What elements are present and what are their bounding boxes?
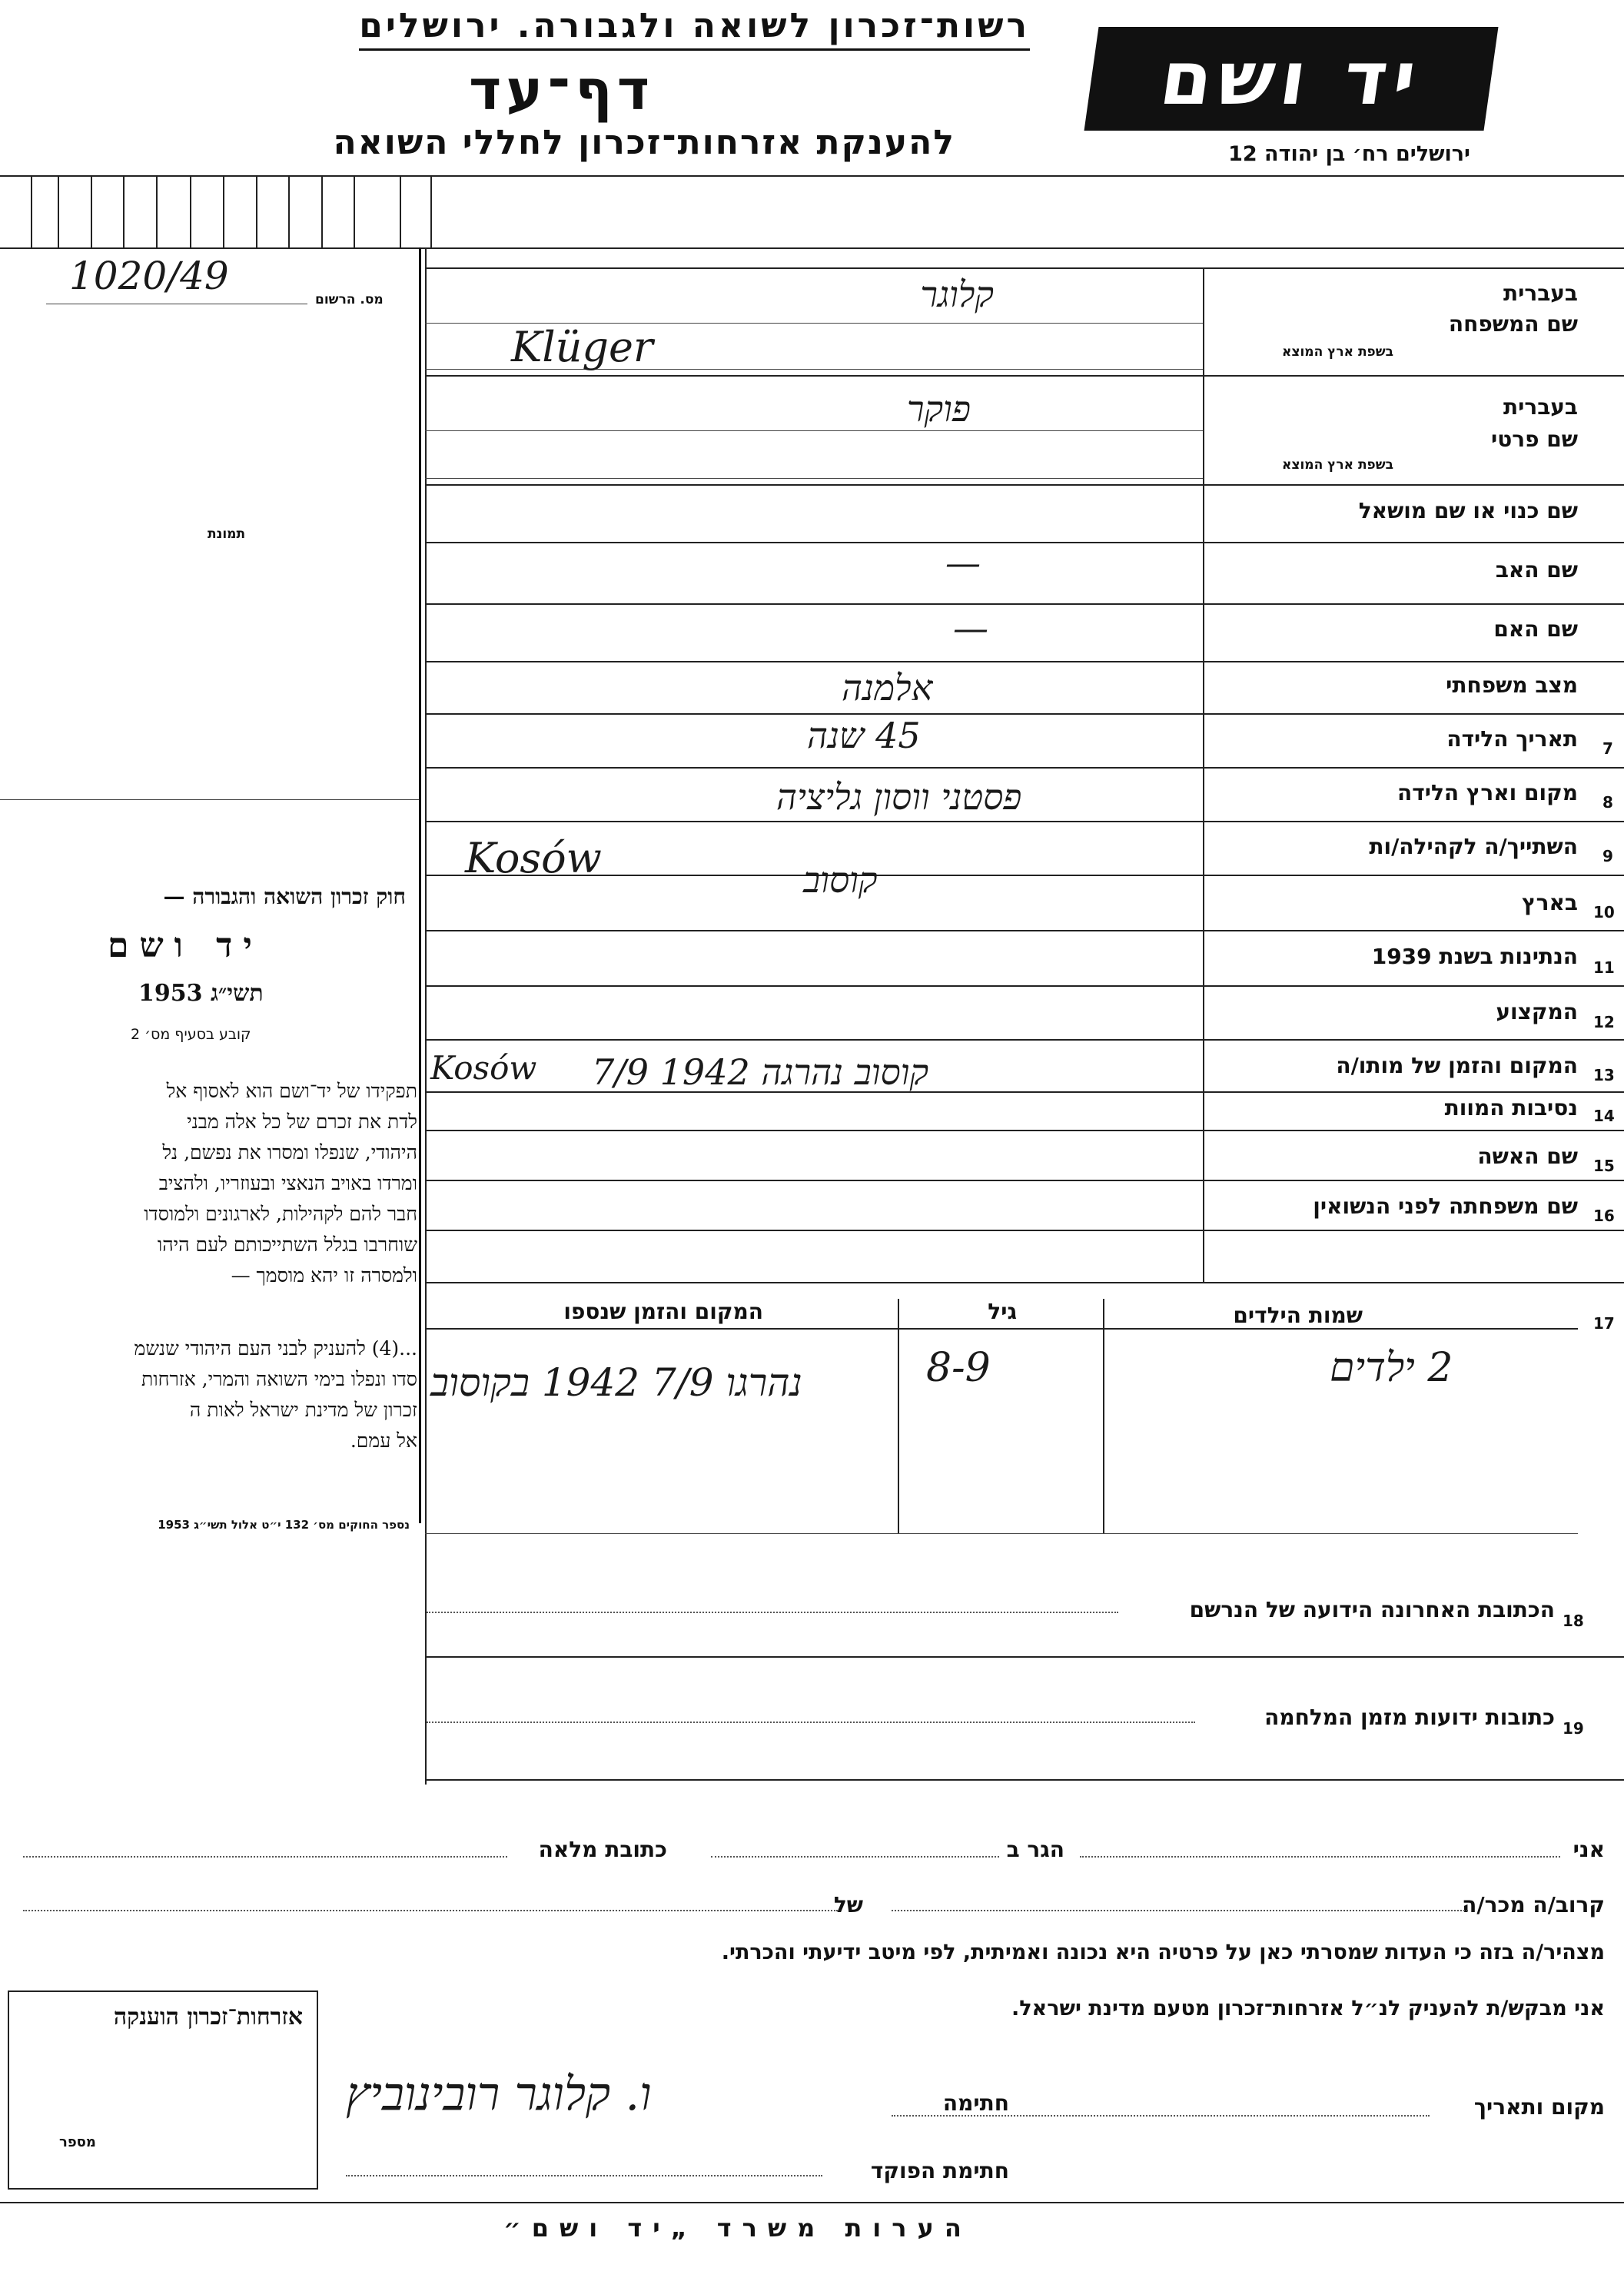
of-label: של [833,1892,863,1917]
row-number-10: 10 [1593,903,1615,921]
children-bottom-line [425,1533,1578,1534]
citizenship-granted-box [8,1990,318,2190]
children-header-line [425,1328,1578,1330]
surname-label: שם המשפחה [1448,311,1578,337]
row-line [425,1130,1624,1131]
box-divider [58,175,59,247]
law-line: ומרדו באויב הנאצי ובעוזריו, ולהציב [158,1172,417,1194]
law-line: ולמסרה זו יהא מוסמך — [231,1264,417,1287]
box-divider [156,175,158,247]
row-number-16: 16 [1593,1207,1615,1225]
resident-label: הגר ב [1006,1837,1064,1862]
row-number-7: 7 [1602,739,1613,758]
maiden-label: שם משפחתה לפני הנשואין [1313,1194,1578,1219]
row-line [425,603,1624,605]
row-number-11: 11 [1593,958,1615,977]
full-address-label: כתובת מלאה [538,1837,667,1862]
left-separator [0,799,419,800]
declaration-statement: מצהיר/ה בזה כי העדות שמסרתי כאן על פרטיה היא נכונה ואמיתית, לפי מיטב ידיעתי והכרתי. [721,1941,1605,1964]
birthdate-label: תאריך הלידה [1446,726,1578,752]
law-line: תפקידו של יד־ושם הוא לאסוף אל [166,1080,417,1102]
law-name: יד ושם [108,926,263,965]
death-hebrew-value: קוסוב נהרגה 1942 7/9 [592,1051,929,1093]
marital-label: מצב משפחתי [1446,672,1578,698]
firstname-origin-label: בשפת ארץ המוצא [1281,457,1393,473]
row-line [425,1230,1624,1231]
row-number-8: 8 [1602,793,1613,812]
surname-in-hebrew-label: בעברית [1503,281,1578,306]
declarant-i-label: אני [1573,1837,1605,1862]
law-footnote: נספר החוקים מס׳ 132 י״ט אלול תשי״ג 1953 [158,1518,410,1532]
box-divider [321,175,323,247]
box-divider [31,175,32,247]
law-line: היהודי, שנפלו ומסרו את נפשם, נל [162,1141,417,1164]
community-label: השתייך/ה לקהילה/ות [1369,834,1578,859]
row-number-17: 17 [1593,1314,1615,1333]
box-divider [400,175,401,247]
box-divider [91,175,92,247]
box-divider [223,175,224,247]
children-age-header: גיל [988,1299,1017,1324]
logo-text: יד ושם [1154,35,1428,121]
nickname-label: שם כנוי או שם מושאל [1358,498,1578,523]
row-line [425,1180,1624,1181]
father-label: שם האב [1495,557,1578,583]
form-subtitle: להענקת אזרחות־זכרון לחללי השואה [333,123,955,162]
registry-label: מס. הרשום [315,292,384,307]
law-clause: קובע בסעיף מס׳ 2 [131,1026,251,1043]
row-line [425,478,1203,479]
footer-divider [0,2202,1624,2203]
row-line [425,985,1624,987]
community-origin-value: Kosów [465,834,602,882]
header-address: ירושלים רח׳ בן יהודה 12 [1228,142,1470,166]
surname-origin-value: Klüger [511,323,653,371]
officer-signature-line [346,2175,822,2176]
row-line [425,930,1624,931]
law-line: ...(4) להעניק לבני העם היהודי שנשמ [134,1337,417,1360]
row-line [425,1282,1624,1283]
children-names-header: שמות הילדים [1233,1303,1363,1328]
birthplace-label: מקום וארץ הלידה [1397,780,1578,805]
row-number-14: 14 [1593,1107,1615,1125]
law-line: סדו ונפלו בימי השואה והמרי, אזרחות [141,1368,417,1390]
birthplace-value: פסטני ווסון גליציה [776,776,1022,818]
box-divider [354,175,355,247]
signature-value: ו. קלוגר רובינוביץ [346,2067,652,2121]
firstname-in-hebrew-label: בעברית [1503,394,1578,420]
officer-signature-label: חתימת הפוקד [870,2158,1009,2183]
death-label: המקום והזמן של מותו/ה [1336,1053,1578,1078]
wife-label: שם האשה [1477,1144,1578,1169]
row-line [425,542,1624,543]
firstname-hebrew-value: פוקר [906,388,971,430]
death-origin-value: Kosów [430,1049,537,1087]
birthdate-value: 45 שנה [807,715,921,756]
profession-label: המקצוע [1496,999,1578,1024]
law-line: זכרון של מדינת ישראל לאות ה [189,1399,417,1421]
children-column-divider [1103,1299,1104,1533]
resident-line [711,1856,999,1858]
children-column-divider [898,1299,899,1533]
box-divider [123,175,125,247]
surname-origin-label: בשפת ארץ המוצא [1281,344,1393,360]
form-top [425,267,1624,269]
law-line: חבר להם לקהילות, לארגונים ולמוסדו [144,1203,417,1225]
last-address-line [427,1612,1118,1613]
circumstances-label: נסיבות המוות [1444,1095,1578,1121]
office-remarks: הערות משרד „יד ושם״ [503,2213,972,2243]
photo-label: תמונת [208,526,246,542]
form-title: דף־עד [469,58,655,122]
law-title: חוק זכרון השואה והגבורה — [163,884,406,909]
relative-line [892,1910,1468,1911]
yad-vashem-logo [1084,27,1499,131]
row-line [425,484,1624,486]
war-address-label: כתובות ידועות מזמן המלחמה [1264,1705,1555,1730]
box-divider [190,175,191,247]
war-address-line [427,1722,1195,1723]
header-divider [0,175,1624,177]
registry-number: 1020/49 [69,254,229,298]
row-line [425,821,1624,822]
surname-hebrew-value: קלוגר [920,274,994,315]
row-line [425,767,1624,769]
children-age-value: 8-9 [926,1345,991,1391]
mother-value: — [953,607,988,649]
of-line [23,1910,838,1911]
mother-label: שם האם [1493,616,1578,642]
community-hebrew-value: קוסוב [803,859,878,901]
stamp-box-number-label: מספר [59,2134,96,2150]
address-divider [425,1656,1624,1658]
relative-label: קרוב/ה מכר/ה [1462,1892,1605,1917]
law-line: שוחרבו בגלל השתייכותם לעם היהו [157,1233,417,1256]
citizenship-label: הנתינות בשנת 1939 [1371,944,1578,969]
father-value: — [945,542,981,583]
address-bottom [425,1779,1624,1781]
firstname-label: שם פרטי [1490,427,1578,452]
row-line [425,1039,1624,1041]
law-line: אל עמם. [350,1429,417,1452]
header-row-bottom [0,247,1624,249]
law-line: לדת את זכרם של כל אלה מבני [187,1111,417,1133]
row-line [425,713,1624,715]
signature-label: חתימה [942,2090,1009,2116]
last-address-label: הכתובת האחרונה הידועה של הנרשם [1189,1597,1555,1622]
row-number-9: 9 [1602,847,1613,865]
row-line [425,375,1624,377]
country-label: בארץ [1522,890,1578,915]
law-year: תשי״ג 1953 [138,980,264,1007]
children-names-value: 2 ילדים [1330,1345,1453,1391]
full-address-line [23,1856,507,1858]
row-line [425,430,1203,431]
box-divider [430,175,432,247]
children-place-header: המקום והזמן שנספו [563,1299,763,1324]
marital-value: אלמנה [842,667,933,709]
row-number-12: 12 [1593,1013,1615,1031]
authority-title: רשות־זכרון לשואה ולגבורה. ירושלים [359,6,1030,51]
row-line [425,875,1624,876]
children-place-value: נהרגו 7/9 1942 בקוסוב [430,1360,802,1405]
place-date-label: מקום ותאריך [1473,2094,1605,2120]
box-divider [288,175,290,247]
stamp-box-title: אזרחות־זכרון הוענקה [113,2004,303,2030]
declarant-name-line [1080,1856,1560,1858]
left-column-border [419,247,421,1523]
declaration-request: אני מבקש/ת להעניק לנ״ל אזרחות־זכרון מטעם מדינת ישראל. [1011,1997,1605,2020]
row-number-19: 19 [1563,1719,1584,1738]
row-number-18: 18 [1563,1612,1584,1630]
row-number-13: 13 [1593,1066,1615,1084]
box-divider [256,175,257,247]
row-number-15: 15 [1593,1157,1615,1175]
row-line [425,661,1624,662]
